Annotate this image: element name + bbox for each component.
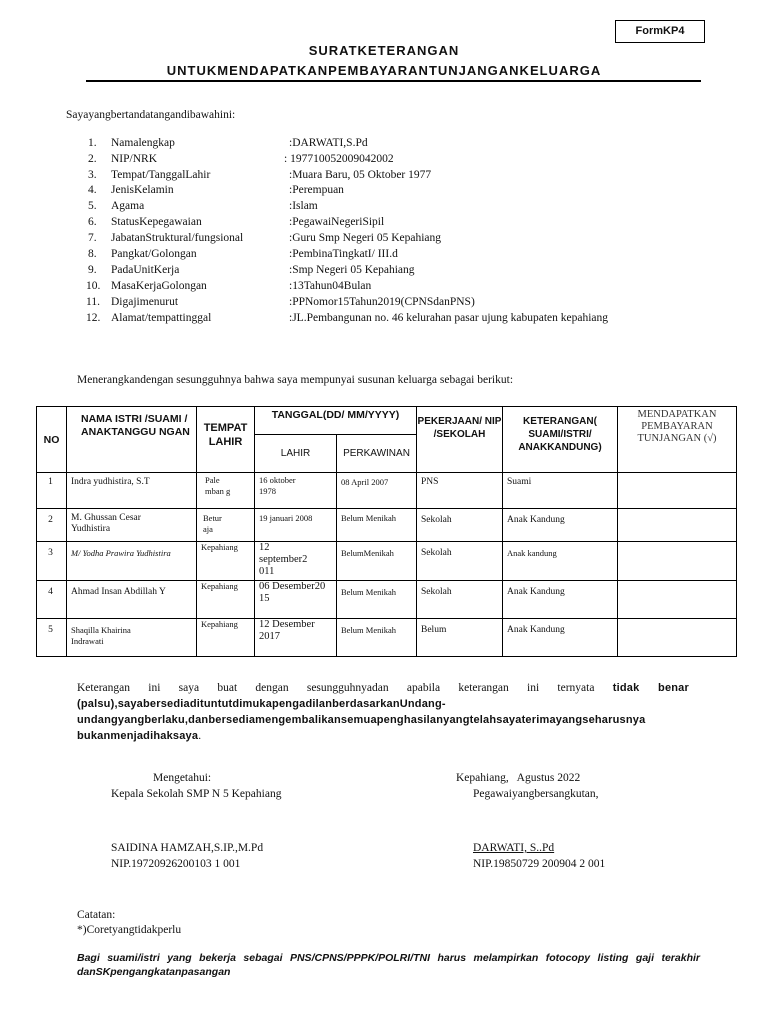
- cell-keterangan: Anak Kandung: [507, 625, 565, 635]
- field-value: :PembinaTingkatI/ III.d: [289, 248, 398, 260]
- left-signature-heading: Mengetahui:: [153, 772, 212, 784]
- left-signature-nip: NIP.19720926200103 1 001: [111, 858, 241, 870]
- field-label: StatusKepegawaian: [111, 216, 202, 228]
- family-statement: Menerangkandengan sesungguhnya bahwa saya mempunyai susunan keluarga sebagai berikut:: [77, 374, 514, 386]
- field-value: : 197710052009042002: [284, 153, 394, 165]
- cell-lahir: 16 oktober 1978: [259, 475, 296, 496]
- cell-lahir: 19 januari 2008: [259, 513, 313, 523]
- declaration-bold-text: tidak benar (palsu),sayabersediadituntutdimukapengadilanberdasarkanUndang-undangyangberlaku,danbersediamengembalikansemuapenghasilanyangtelahsayaterimayangseharusnya bukanmenjadihaksaya: [77, 682, 689, 742]
- header-tempat-lahir: TEMPAT LAHIR: [197, 407, 255, 473]
- cell-keterangan: Anak Kandung: [507, 587, 565, 597]
- left-signature-name: SAIDINA HAMZAH,S.IP.,M.Pd: [111, 842, 264, 854]
- field-number: 4.: [88, 184, 97, 196]
- field-number: 11.: [86, 296, 100, 308]
- table-row: [37, 542, 737, 581]
- catatan-label: Catatan:: [77, 909, 116, 921]
- right-signature-nip: NIP.19850729 200904 2 001: [473, 858, 606, 870]
- header-perkawinan: PERKAWINAN: [337, 435, 417, 473]
- header-nama: NAMA ISTRI /SUAMI / ANAKTANGGU NGAN: [67, 407, 197, 473]
- right-signature-role: Pegawaiyangbersangkutan,: [473, 788, 599, 800]
- left-signature-role: Kepala Sekolah SMP N 5 Kepahiang: [111, 788, 282, 800]
- cell-pekerjaan: Sekolah: [421, 515, 452, 525]
- field-label: Digajimenurut: [111, 296, 179, 308]
- catatan-item-2: Bagi suami/istri yang bekerja sebagai PNS/CPNS/PPPK/POLRI/TNI harus melampirkan fotocopy listing gaji terakhir danSKpengangkatanpasangan: [77, 952, 700, 978]
- cell-tempat: Kepahiang: [201, 619, 238, 629]
- field-value: :PPNomor15Tahun2019(CPNSdanPNS): [289, 296, 475, 308]
- field-value: :Smp Negeri 05 Kepahiang: [289, 264, 415, 276]
- cell-perkawinan: Belum Menikah: [341, 513, 397, 523]
- field-number: 5.: [88, 200, 97, 212]
- field-value: :DARWATI,S.Pd: [289, 137, 368, 149]
- family-table: [36, 406, 737, 657]
- field-label: PadaUnitKerja: [111, 264, 180, 276]
- cell-keterangan: Anak Kandung: [507, 515, 565, 525]
- cell-nama: Indra yudhistira, S.T: [71, 477, 150, 487]
- title-divider: [86, 80, 701, 82]
- cell-no: 1: [48, 477, 53, 487]
- cell-nama: M/ Yodha Prawira Yudhistira: [71, 548, 171, 558]
- cell-mendapatkan: [618, 619, 736, 623]
- field-label: MasaKerjaGolongan: [111, 280, 207, 292]
- cell-tempat: Betur aja: [203, 513, 222, 534]
- header-tanggal: TANGGAL(DD/ MM/YYYY): [255, 407, 417, 435]
- field-number: 2.: [88, 153, 97, 165]
- field-value: :JL.Pembangunan no. 46 kelurahan pasar ujung kabupaten kepahiang: [289, 312, 609, 324]
- cell-pekerjaan: PNS: [421, 477, 439, 487]
- cell-perkawinan: 08 April 2007: [341, 477, 389, 487]
- declaration-note: [77, 680, 689, 744]
- cell-perkawinan: BelumMenikah: [341, 548, 394, 558]
- cell-no: 3: [48, 548, 53, 558]
- cell-tempat: Kepahiang: [201, 581, 238, 591]
- cell-mendapatkan: [618, 473, 736, 477]
- document-subtitle: UNTUKMENDAPATKANPEMBAYARANTUNJANGANKELUARGA: [166, 63, 602, 78]
- cell-no: 2: [48, 515, 53, 525]
- cell-lahir: 12 Desember 2017: [259, 619, 315, 642]
- field-label: Tempat/TanggalLahir: [111, 169, 211, 181]
- field-label: Pangkat/Golongan: [111, 248, 197, 260]
- field-number: 12.: [86, 312, 101, 324]
- cell-no: 4: [48, 587, 53, 597]
- header-mendapatkan: MENDAPATKAN PEMBAYARAN TUNJANGAN (√): [618, 407, 737, 473]
- header-pekerjaan: PEKERJAAN/ NIP /SEKOLAH: [417, 407, 503, 473]
- header-lahir: LAHIR: [255, 435, 337, 473]
- cell-nama: Shaqilla Khairina Indrawati: [71, 625, 131, 646]
- field-value: :Islam: [289, 200, 318, 212]
- field-value: :Muara Baru, 05 Oktober 1977: [289, 169, 432, 181]
- cell-nama: M. Ghussan Cesar Yudhistira: [71, 513, 141, 534]
- field-value: :13Tahun04Bulan: [289, 280, 372, 292]
- table-row: [37, 581, 737, 619]
- cell-pekerjaan: Belum: [421, 625, 447, 635]
- document-title: SURATKETERANGAN: [308, 43, 460, 58]
- field-label: Namalengkap: [111, 137, 175, 149]
- table-row: [37, 473, 737, 509]
- right-signature-name: DARWATI, S..Pd: [473, 842, 555, 854]
- cell-keterangan: Anak kandung: [507, 548, 557, 558]
- field-value: :Perempuan: [289, 184, 344, 196]
- table-row: [37, 509, 737, 542]
- cell-perkawinan: Belum Menikah: [341, 625, 397, 635]
- field-label: NIP/NRK: [111, 153, 158, 165]
- cell-no: 5: [48, 625, 53, 635]
- field-number: 7.: [88, 232, 97, 244]
- cell-tempat: Pale mban g: [205, 475, 231, 496]
- header-keterangan: KETERANGAN( SUAMI/ISTRI/ ANAKKANDUNG): [503, 407, 618, 473]
- cell-pekerjaan: Sekolah: [421, 587, 452, 597]
- field-label: Agama: [111, 200, 145, 212]
- cell-mendapatkan: [618, 581, 736, 585]
- cell-keterangan: Suami: [507, 477, 532, 487]
- cell-mendapatkan: [618, 542, 736, 546]
- cell-nama: Ahmad Insan Abdillah Y: [71, 587, 166, 597]
- cell-lahir: 12 september2 011: [259, 542, 308, 577]
- field-value: :Guru Smp Negeri 05 Kepahiang: [289, 232, 442, 244]
- field-number: 1.: [88, 137, 97, 149]
- field-number: 3.: [88, 169, 97, 181]
- right-signature-place-date: Kepahiang, Agustus 2022: [456, 772, 581, 784]
- intro-text: Sayayangbertandatangandibawahini:: [66, 109, 236, 121]
- cell-mendapatkan: [618, 509, 736, 513]
- field-label: JenisKelamin: [111, 184, 174, 196]
- cell-lahir: 06 Desember20 15: [259, 581, 326, 604]
- field-number: 8.: [88, 248, 97, 260]
- field-label: JabatanStruktural/fungsional: [111, 232, 244, 244]
- declaration-text: Keterangan ini saya buat dengan sesungguhnyadan apabila keterangan ini ternyata: [77, 682, 613, 694]
- cell-pekerjaan: Sekolah: [421, 548, 452, 558]
- header-no: NO: [37, 407, 67, 473]
- field-number: 6.: [88, 216, 97, 228]
- field-label: Alamat/tempattinggal: [111, 312, 212, 324]
- declaration-end: .: [198, 730, 202, 742]
- cell-tempat: Kepahiang: [201, 542, 238, 552]
- catatan-item-1: *)Coretyangtidakperlu: [77, 924, 182, 936]
- table-row: [37, 619, 737, 657]
- cell-perkawinan: Belum Menikah: [341, 587, 397, 597]
- field-value: :PegawaiNegeriSipil: [289, 216, 385, 228]
- field-number: 10.: [86, 280, 101, 292]
- field-number: 9.: [88, 264, 97, 276]
- form-code-box: FormKP4: [615, 20, 705, 43]
